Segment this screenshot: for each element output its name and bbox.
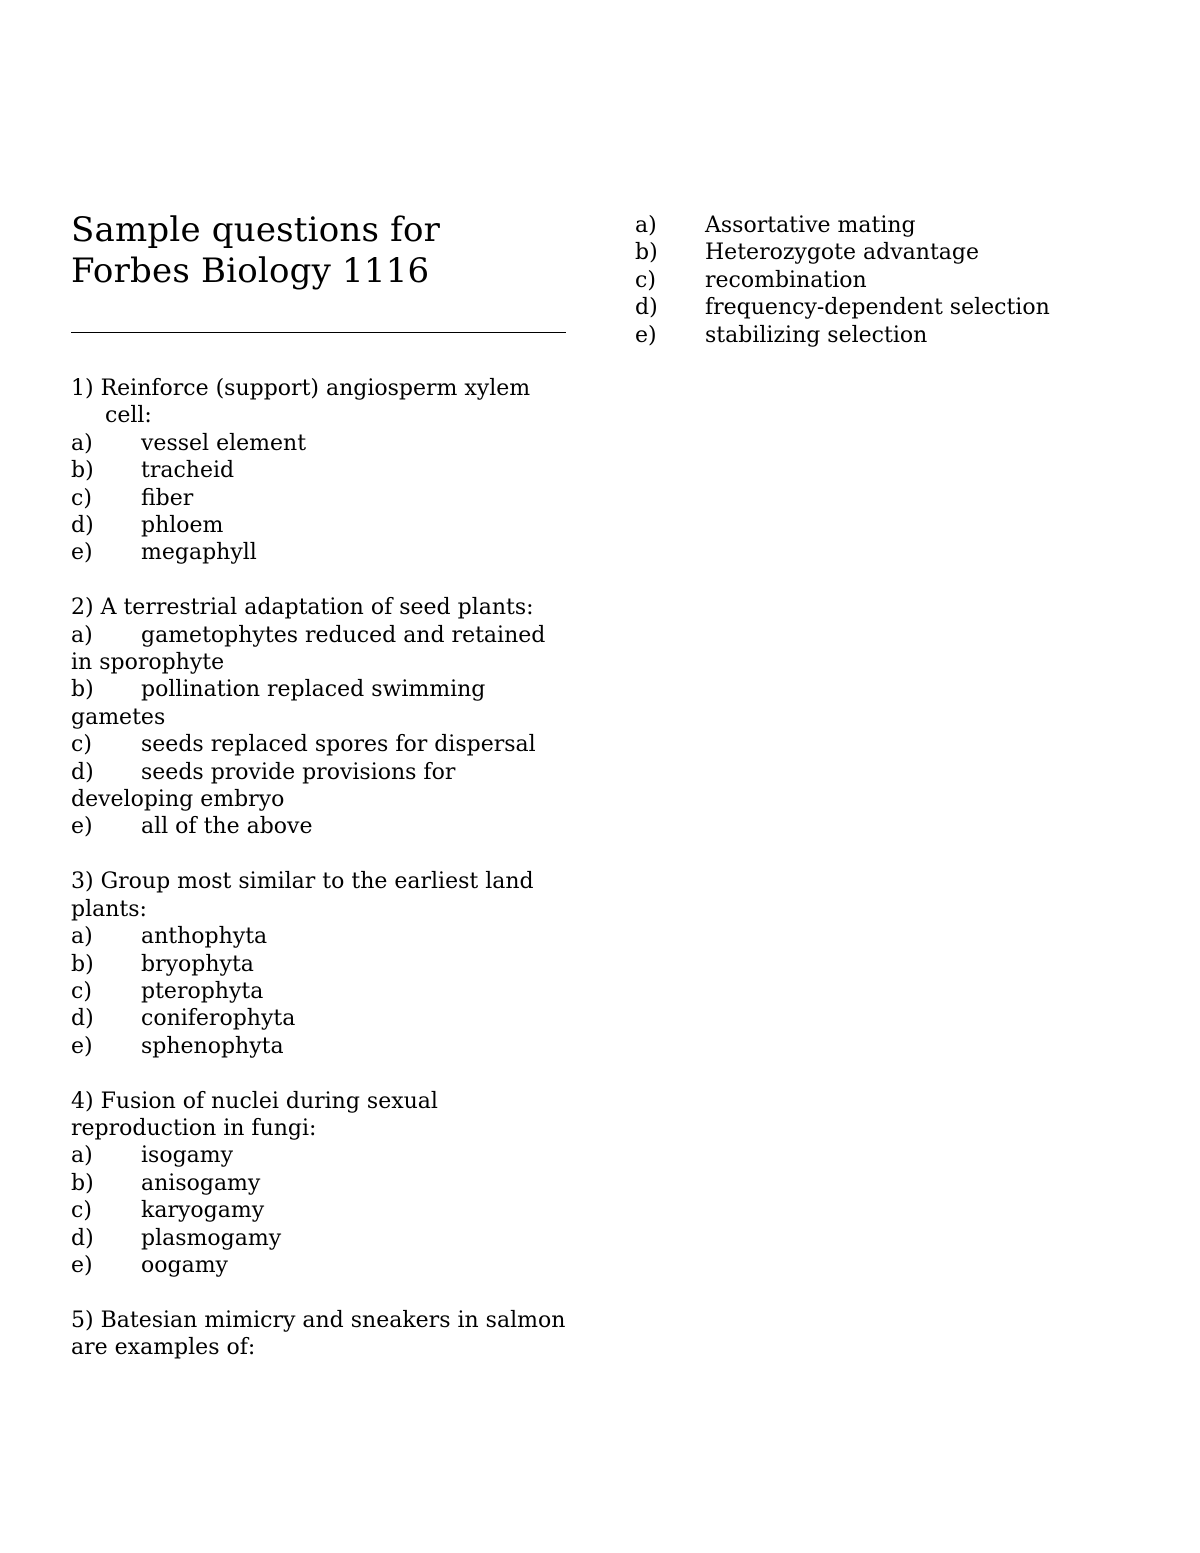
title-divider: [71, 332, 566, 333]
answer-option: [71, 923, 571, 950]
question-stem: 2) A terrestrial adaptation of seed plants:: [71, 595, 534, 621]
document-title: [71, 210, 571, 292]
option-text: isogamy: [141, 1143, 234, 1169]
option-letter: e): [71, 814, 93, 840]
answer-option: [71, 485, 571, 512]
option-letter: c): [71, 732, 92, 758]
option-text: oogamy: [141, 1252, 228, 1278]
option-letter: b): [71, 951, 94, 977]
option-letter: e): [635, 322, 657, 348]
option-text: phloem: [141, 513, 224, 539]
option-text: karyogamy: [141, 1198, 265, 1224]
question-5: [71, 1307, 571, 1362]
answer-option: [71, 512, 571, 539]
option-text: gametophytes reduced and retained in sporophyte: [71, 622, 546, 676]
option-letter: a): [635, 213, 657, 238]
answer-option: [71, 1170, 571, 1197]
question-list: [71, 375, 571, 1362]
answer-option: [71, 1252, 571, 1279]
option-letter: b): [71, 677, 94, 703]
answer-option: [71, 1225, 571, 1252]
option-text: fiber: [141, 485, 194, 511]
option-letter: d): [635, 295, 658, 321]
answer-option: [635, 212, 1155, 239]
question-4: [71, 1088, 571, 1280]
option-text: pterophyta: [141, 978, 264, 1004]
left-column: [71, 210, 571, 1389]
option-letter: e): [71, 1033, 93, 1059]
option-text: tracheid: [141, 458, 235, 484]
title-line-1: Sample questions for: [71, 210, 441, 250]
answer-option: [71, 430, 571, 457]
answer-option: [71, 676, 571, 731]
question-3: [71, 868, 571, 1060]
question-stem: 4) Fusion of nuclei during sexual reproduction in fungi:: [71, 1088, 438, 1141]
option-letter: a): [71, 1143, 93, 1169]
answer-option: [71, 1142, 571, 1169]
right-column: [635, 212, 1155, 349]
answer-option: [71, 539, 571, 566]
question-5-options: [635, 212, 1155, 349]
option-text: seeds provide provisions for developing embryo: [71, 759, 456, 813]
option-text: bryophyta: [141, 951, 254, 977]
question-stem: 5) Batesian mimicry and sneakers in salmon are examples of:: [71, 1307, 566, 1361]
option-text: recombination: [705, 267, 867, 293]
question-stem: 1) Reinforce (support) angiosperm xylem cell:: [71, 376, 531, 429]
option-text: frequency-dependent selection: [705, 295, 1050, 321]
option-letter: a): [71, 924, 93, 950]
answer-option: [71, 1005, 571, 1032]
answer-option: [71, 951, 571, 978]
answer-option: [71, 813, 571, 840]
answer-option: [71, 622, 571, 677]
option-text: plasmogamy: [141, 1225, 282, 1251]
option-letter: b): [635, 240, 658, 266]
option-letter: d): [71, 1225, 94, 1251]
answer-option: [635, 239, 1155, 266]
option-letter: c): [71, 485, 92, 511]
option-text: stabilizing selection: [705, 322, 928, 348]
answer-option: [635, 294, 1155, 321]
option-letter: d): [71, 1006, 94, 1032]
option-text: sphenophyta: [141, 1033, 284, 1059]
title-line-2: Forbes Biology 1116: [71, 251, 430, 291]
option-letter: b): [71, 458, 94, 484]
option-letter: d): [71, 513, 94, 539]
option-letter: c): [71, 978, 92, 1004]
option-text: vessel element: [141, 430, 307, 456]
answer-option: [71, 1197, 571, 1224]
option-letter: e): [71, 540, 93, 566]
option-letter: a): [71, 430, 93, 456]
option-letter: b): [71, 1170, 94, 1196]
question-stem: 3) Group most similar to the earliest land plants:: [71, 869, 534, 922]
option-letter: d): [71, 759, 94, 785]
option-text: pollination replaced swimming gametes: [71, 677, 486, 730]
option-letter: e): [71, 1252, 93, 1278]
option-text: coniferophyta: [141, 1006, 296, 1032]
answer-option: [71, 731, 571, 758]
option-text: Assortative mating: [705, 213, 916, 238]
option-letter: c): [71, 1198, 92, 1224]
answer-option: [71, 1033, 571, 1060]
question-1: [71, 375, 571, 567]
answer-option: [635, 322, 1155, 349]
answer-option: [635, 267, 1155, 294]
answer-option: [71, 978, 571, 1005]
option-text: anisogamy: [141, 1170, 261, 1196]
option-text: seeds replaced spores for dispersal: [141, 732, 536, 758]
option-letter: c): [635, 267, 656, 293]
option-text: Heterozygote advantage: [705, 240, 980, 266]
option-text: all of the above: [141, 814, 313, 840]
answer-option: [71, 457, 571, 484]
option-letter: a): [71, 622, 93, 648]
option-text: anthophyta: [141, 924, 268, 950]
option-text: megaphyll: [141, 540, 257, 566]
question-2: [71, 594, 571, 841]
answer-option: [71, 759, 571, 814]
